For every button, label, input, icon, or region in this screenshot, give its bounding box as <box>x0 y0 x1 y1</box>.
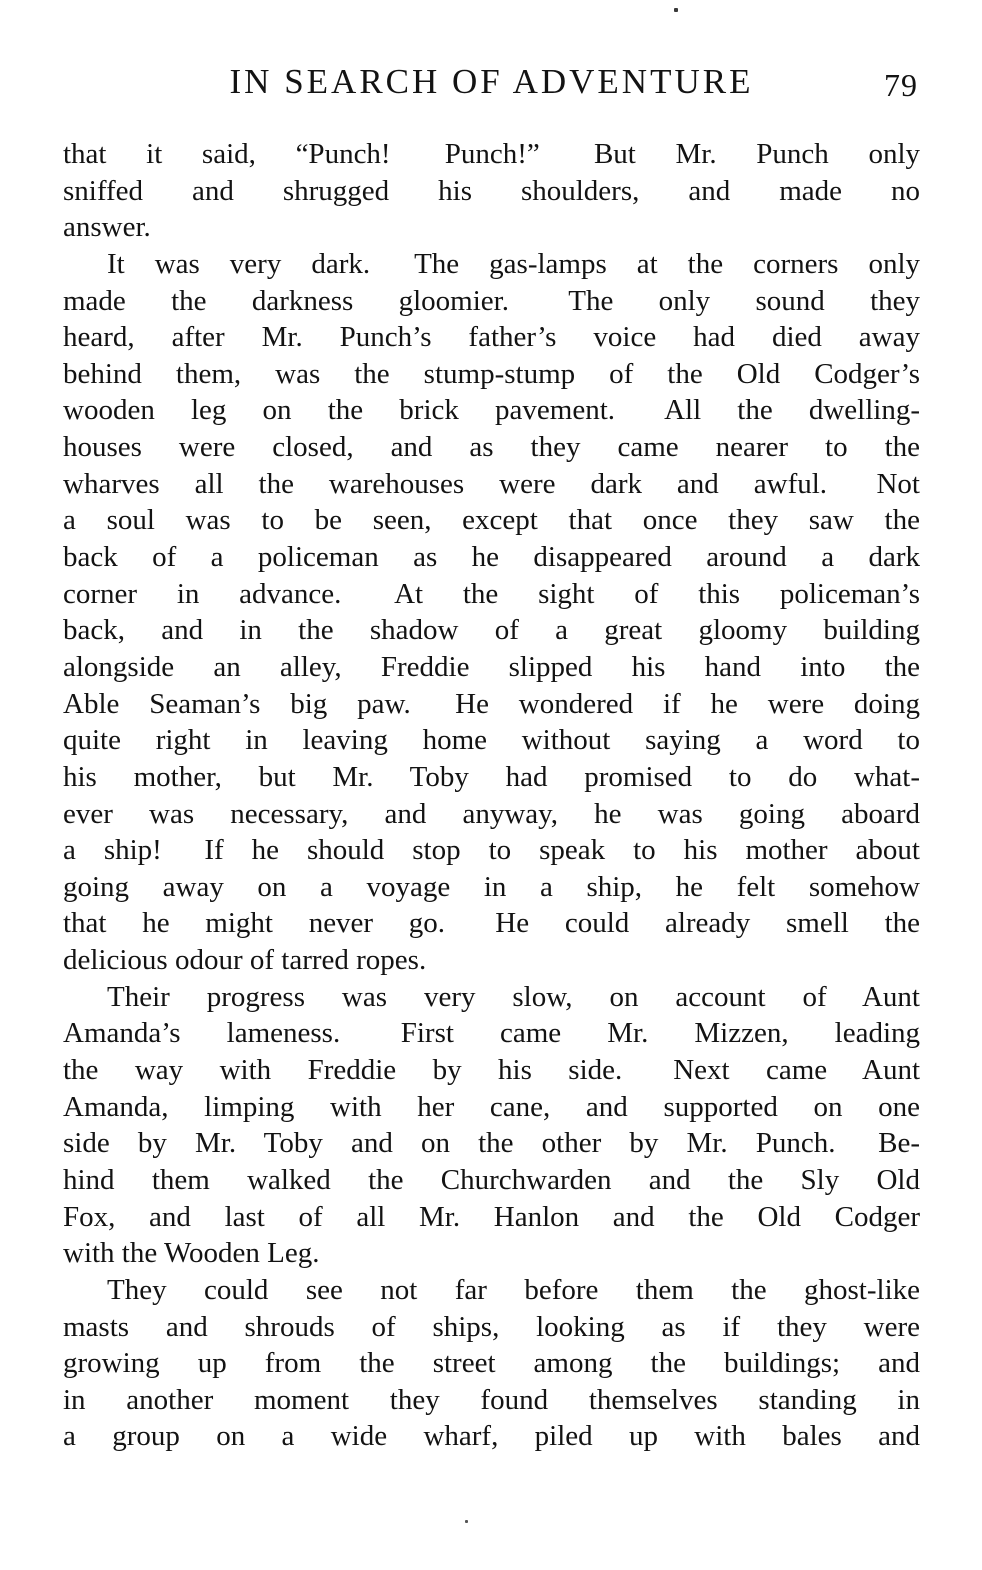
text-line: wooden leg on the brick pavement. All the dwelling- <box>63 394 920 427</box>
text-line: hind them walked the Churchwarden and the Sly Old <box>63 1163 920 1196</box>
text-line: a group on a wide wharf, piled up with bales and <box>63 1420 920 1453</box>
text-line: growing up from the street among the buildings; and <box>63 1347 920 1380</box>
text-line: houses were closed, and as they came nearer to the <box>63 431 920 464</box>
text-line: side by Mr. Toby and on the other by Mr. Punch. Be- <box>63 1127 920 1160</box>
text-line: delicious odour of tarred ropes. <box>63 944 427 977</box>
text-line: corner in advance. At the sight of this policeman’s <box>63 577 920 610</box>
text-line: Their progress was very slow, on account of Aunt <box>107 980 920 1013</box>
page-number: 79 <box>884 67 918 103</box>
page-header <box>63 60 920 104</box>
text-line: wharves all the warehouses were dark and awful. Not <box>63 467 920 500</box>
page-body <box>63 136 920 1455</box>
ink-speck-top <box>674 8 678 12</box>
text-line: with the Wooden Leg. <box>63 1237 320 1270</box>
text-line: made the darkness gloomier. The only sound they <box>63 284 920 317</box>
text-line: ever was necessary, and anyway, he was going aboard <box>63 797 920 830</box>
text-line: behind them, was the stump-stump of the Old Codger’s <box>63 357 920 390</box>
text-line: answer. <box>63 211 151 244</box>
text-line: sniffed and shrugged his shoulders, and made no <box>63 174 920 207</box>
text-line: his mother, but Mr. Toby had promised to do what- <box>63 760 920 793</box>
text-line: that it said, “Punch! Punch!” But Mr. Punch only <box>63 138 920 170</box>
running-title: IN SEARCH OF ADVENTURE <box>229 62 754 101</box>
text-line: Amanda’s lameness. First came Mr. Mizzen, leading <box>63 1017 920 1050</box>
text-line: quite right in leaving home without saying a word to <box>63 724 920 757</box>
text-line: a soul was to be seen, except that once they saw the <box>63 504 920 537</box>
text-line: They could see not far before them the ghost-like <box>107 1273 920 1306</box>
paragraph <box>63 979 920 1272</box>
text-line: masts and shrouds of ships, looking as if they were <box>63 1310 920 1343</box>
text-line: the way with Freddie by his side. Next came Aunt <box>63 1054 920 1087</box>
text-line: back, and in the shadow of a great gloomy building <box>63 614 920 647</box>
text-line: Able Seaman’s big paw. He wondered if he were doing <box>63 687 920 720</box>
text-line: that he might never go. He could already smell the <box>63 907 920 940</box>
text-line: back of a policeman as he disappeared around a dark <box>63 541 920 574</box>
text-line: going away on a voyage in a ship, he felt somehow <box>63 870 920 903</box>
text-line: in another moment they found themselves standing in <box>63 1383 920 1416</box>
paragraph <box>63 136 920 246</box>
text-line: Fox, and last of all Mr. Hanlon and the Old Codger <box>63 1200 920 1233</box>
paragraph <box>63 246 920 979</box>
paragraph <box>63 1272 920 1455</box>
text-line: alongside an alley, Freddie slipped his hand into the <box>63 650 920 683</box>
text-line: heard, after Mr. Punch’s father’s voice had died away <box>63 321 920 354</box>
text-line: Amanda, limping with her cane, and supported on one <box>63 1090 920 1123</box>
text-line: It was very dark. The gas-lamps at the corners only <box>107 247 920 280</box>
ink-speck-bottom <box>465 1520 468 1523</box>
text-line: a ship! If he should stop to speak to his mother about <box>63 834 920 867</box>
